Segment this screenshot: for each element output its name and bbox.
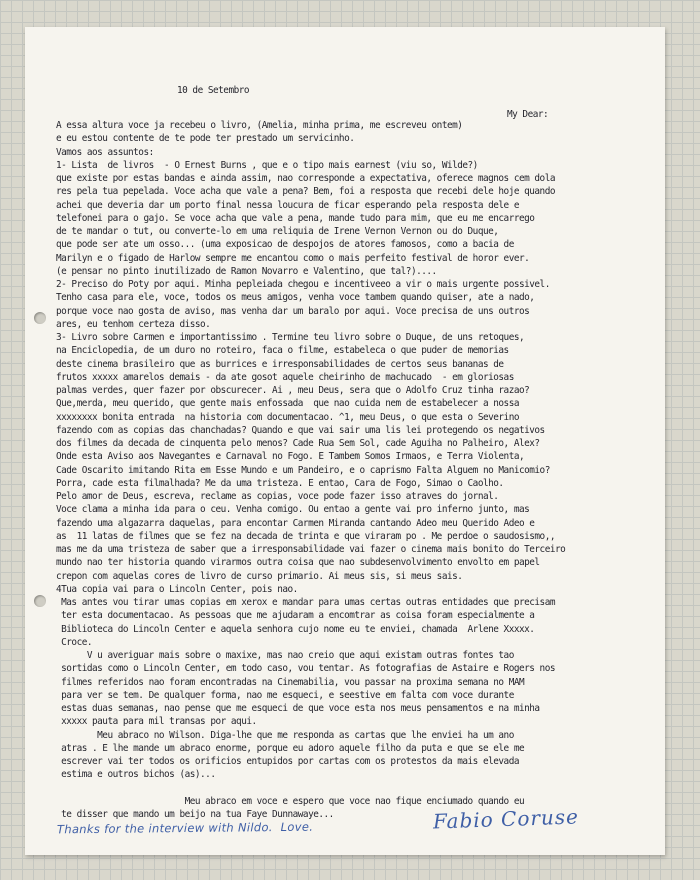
- typed-line: Voce clama a minha ida para o ceu. Venha comigo. Ou entao a gente vai pro inferno junto, mas: [56, 504, 530, 516]
- typed-line: A essa altura voce ja recebeu o livro, (Amelia, minha prima, me escreveu ontem): [56, 120, 463, 131]
- typed-line: achei que deveria dar um porto final nessa loucura de ficar esperando pela resposta dele e: [56, 199, 519, 211]
- typed-line: na Enciclopedia, de um duro no roteiro, faca o filme, estabeleca o que puder de memorias: [56, 345, 509, 357]
- typed-line: mas me da uma tristeza de saber que a irresponsabilidade vai fazer o cinema mais bonito do Terceiro: [56, 544, 566, 555]
- typed-line: 1- Lista de livros - O Ernest Burns , que e o tipo mais earnest (viu so, Wilde?): [56, 159, 478, 171]
- typed-line: de te mandar o tut, ou converte-lo em uma reliquia de Irene Vernon Vernon ou do Duque,: [56, 226, 499, 237]
- typed-line: Croce.: [56, 636, 93, 648]
- typed-line: Vamos aos assuntos:: [56, 146, 154, 158]
- typed-line: res pela tua pepelada. Voce acha que vale a pena? Bem, foi a resposta que recebi dele hoje quando: [56, 186, 555, 198]
- typed-line: Cade Oscarito imitando Rita em Esse Mundo e um Pandeiro, e o caprismo Falta Alguem no Manicomio?: [56, 464, 550, 476]
- typed-line: fazendo com as copias das chanchadas? Quando e que vai sair uma lis lei protegendo os negativos: [56, 424, 545, 436]
- typed-line: Pelo amor de Deus, escreva, reclame as copias, voce pode fazer isso atraves do jornal.: [56, 491, 499, 502]
- typed-line: Meu abraco em voce e espero que voce nao fique enciumado quando eu: [56, 795, 525, 807]
- typed-line: e eu estou contente de te pode ter prestado um servicinho.: [56, 133, 355, 145]
- typed-line: Mas antes vou tirar umas copias em xerox e mandar para umas certas outras entidades que precisam: [56, 597, 555, 608]
- letter-body: [56, 119, 565, 821]
- typed-line: para ver se tem. De qualquer forma, nao me esqueci, e seestive em falta com voce durante: [56, 689, 514, 701]
- typed-line: atras . E lhe mande um abraco enorme, porque eu adoro aquele filho da puta e que se ele me: [56, 742, 525, 754]
- letter-page: [25, 27, 665, 855]
- typed-line: xxxxxxxx bonita entrada na historia com documentacao. ^1, meu Deus, o que esta o Severino: [56, 411, 519, 423]
- handwritten-note: Thanks for the interview with Nildo. Love.: [56, 819, 314, 837]
- typed-line: estas duas semanas, nao pense que me esqueci de que voce esta nos meus pensamentos e na minha: [56, 703, 540, 714]
- typed-line: 3- Livro sobre Carmen e importantissimo . Termine teu livro sobre o Duque, de uns retoques,: [56, 332, 525, 343]
- typed-line: escrever vai ter todos os orificios entupidos por cartas com os protestos da mais elevada: [56, 756, 519, 767]
- typed-line: (e pensar no pinto inutilizado de Ramon Novarro e Valentino, que tal?)....: [56, 265, 437, 277]
- typed-line: Que,merda, meu querido, que gente mais enfossada que nao cuida nem de estabelecer a nossa: [56, 398, 519, 410]
- signature: Fabio Coruse: [432, 804, 580, 834]
- typed-line: 4Tua copia vai para o Lincoln Center, pois nao.: [56, 583, 298, 595]
- typed-line: estima e outros bichos (as)...: [56, 769, 216, 781]
- typed-line: as 11 latas de filmes que se fez na decada de trinta e que viraram po . Me perdoe o saudosismo,,: [56, 530, 555, 542]
- typed-line: ter esta documentacao. As pessoas que me ajudaram a encomtrar as coisa foram especialmente a: [56, 610, 535, 622]
- typed-line: te disser que mando um beijo na tua Faye Dunnawaye...: [56, 809, 334, 820]
- typed-line: ares, eu tenhom certeza disso.: [56, 318, 211, 330]
- typed-line: porque voce nao gosta de aviso, mas venha dar um baralo por aqui. Voce precisa de uns outros: [56, 305, 530, 317]
- typed-line: [56, 782, 565, 795]
- typed-line: 2- Preciso do Poty por aqui. Minha pepleiada chegou e incentiveeo a vir o mais urgente possivel.: [56, 279, 550, 290]
- letter-date: 10 de Setembro: [177, 85, 250, 96]
- typed-line: mundo nao ter historia quando virarmos outra coisa que nao subdesenvolvimento envolto em papel: [56, 557, 540, 569]
- typed-line: fazendo uma algazarra daquelas, para encontar Carmen Miranda cantando Adeo meu Querido Adeo e: [56, 517, 535, 529]
- typed-line: telefonei para o gajo. Se voce acha que vale a pena, mande tudo para mim, que eu me encarrego: [56, 212, 535, 224]
- typed-line: Marilyn e o figado de Harlow sempre me encantou como o mais perfeito festival de horor ever.: [56, 252, 530, 264]
- typed-line: sortidas como o Lincoln Center, em todo caso, vou tentar. As fotografias de Astaire e Rogers nos: [56, 663, 555, 675]
- typed-line: frutos xxxxx amarelos demais - da ate gosot aquele cheirinho de machucado - em gloriosas: [56, 371, 514, 383]
- letter-greeting: My Dear:: [507, 109, 549, 120]
- typed-line: Tenho casa para ele, voce, todos os meus amigos, venha voce tambem quando quiser, ate a nado,: [56, 292, 535, 304]
- punch-hole: [34, 312, 46, 324]
- typed-line: que pode ser ate um osso... (uma exposicao de despojos de atores famosos, como a bacia de: [56, 239, 514, 251]
- typed-line: palmas verdes, quer fazer por obscurecer. Ai , meu Deus, sera que o Adolfo Cruz tinha razao?: [56, 385, 530, 396]
- punch-hole: [34, 595, 46, 607]
- typed-line: V u averiguar mais sobre o maxixe, mas nao creio que aqui existam outras fontes tao: [56, 650, 514, 661]
- typed-line: crepon com aquelas cores de livro de curso primario. Ai meus sis, si meus sais.: [56, 570, 463, 582]
- typed-line: Biblioteca do Lincoln Center e aquela senhora cujo nome eu te enviei, chamada Arlene Xxxxx.: [56, 623, 535, 635]
- typed-line: dos filmes da decada de cinquenta pelo menos? Cade Rua Sem Sol, cade Aguiha no Palheiro, Alex?: [56, 438, 540, 449]
- typed-line: filmes referidos nao foram encontradas na Cinemabilia, vou passar na proxima semana no MAM: [56, 676, 525, 688]
- typed-line: deste cinema brasileiro que as burrices e irresponsabilidades de certos seus bananas de: [56, 358, 504, 370]
- typed-line: Porra, cade esta filmalhada? Me da uma tristeza. E entao, Cara de Fogo, Simao o Caolho.: [56, 477, 504, 489]
- typed-line: xxxxx pauta para mil transas por aqui.: [56, 716, 257, 728]
- typed-line: Meu abraco no Wilson. Diga-lhe que me responda as cartas que lhe enviei ha um ano: [56, 729, 514, 741]
- typed-line: que existe por estas bandas e ainda assim, nao corresponde a expectativa, oferece magnos cem dola: [56, 173, 555, 184]
- typed-line: Onde esta Aviso aos Navegantes e Carnaval no Fogo. E Tambem Somos Irmaos, e Terra Violenta,: [56, 451, 525, 463]
